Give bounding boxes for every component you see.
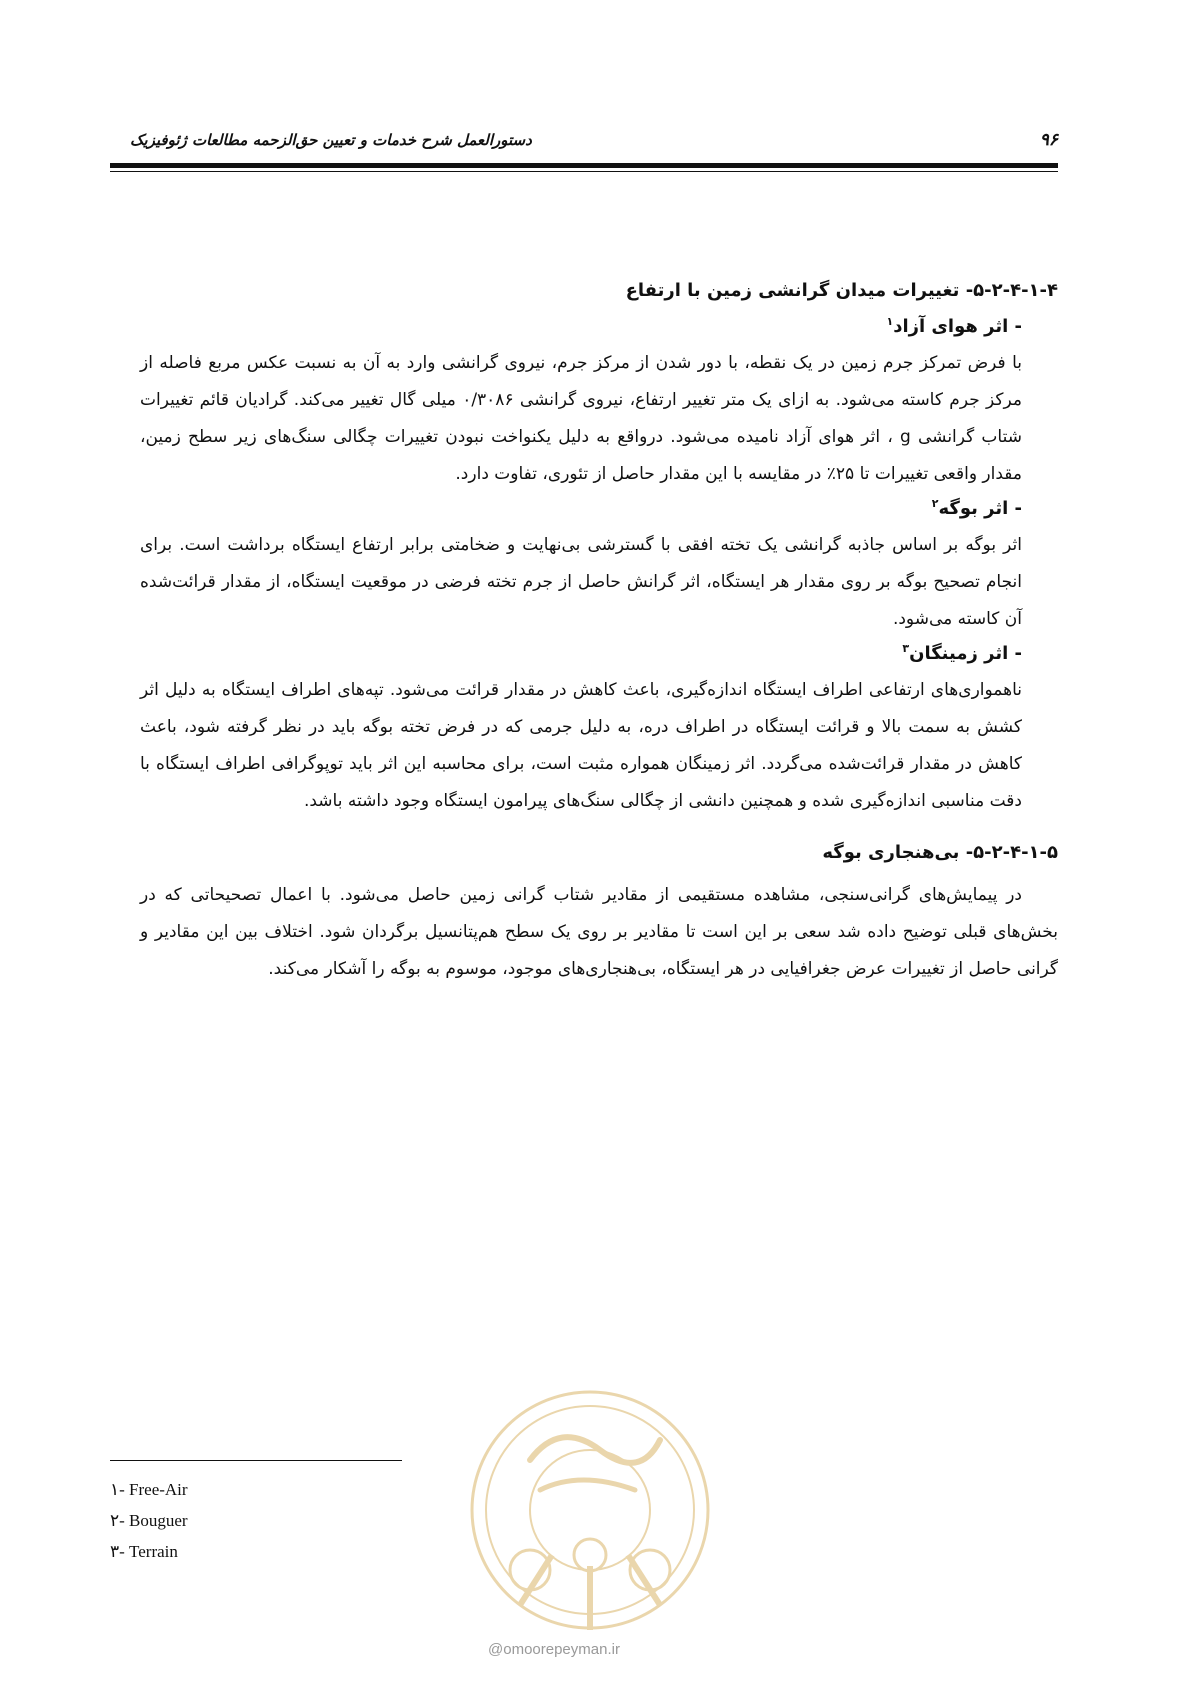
footnote-ref-1[interactable]: ۱	[886, 315, 894, 328]
paragraph-free-air: با فرض تمرکز جرم زمین در یک نقطه، با دور شدن از مرکز جرم، نیروی گرانشی وارد به آن به نسبت عکس مربع فاصله از مرکز جرم کاسته می‌شود. به ازای یک متر تغییر ارتفاع، نیروی گرانشی ۰/۳۰۸۶ میلی گال تغییر می‌کند. گرادیان قائم تغییرات شتاب گرانشی g ، اثر هوای آزاد نامیده می‌شود. درواقع به دلیل یکنواخت نبودن تغییرات چگالی سنگ‌های زیر سطح زمین، مقدار واقعی تغییرات تا ۲۵٪ در مقایسه با این مقدار حاصل از تئوری، تفاوت دارد.	[140, 353, 1022, 484]
page-content	[140, 280, 1058, 992]
watermark-logo-icon	[460, 1380, 720, 1640]
section-title-bouguer-anomaly: ۵-۲-۴-۱-۵- بی‌هنجاری بوگه	[822, 842, 1058, 863]
paragraph-bouguer: اثر بوگه بر اساس جاذبه گرانشی یک تخته افقی با گسترشی بی‌نهایت و ضخامتی برابر ارتفاع ایستگاه برداشت است. برای انجام تصحیح بوگه بر روی مقدار هر ایستگاه، اثر گرانش حاصل از جرم تخته فرضی در موقعیت ایستگاه، از مقدار قرائت‌شده آن کاسته می‌شود.	[140, 535, 1022, 629]
header-rule-thin	[110, 171, 1058, 172]
page-number: ۹۶	[1039, 130, 1058, 150]
subheading-bouguer: - اثر بوگه$^۲$	[931, 497, 1022, 519]
footnote-2: ۲- Bouguer	[110, 1511, 188, 1530]
header-rule-thick	[110, 163, 1058, 168]
footnote-ref-2[interactable]: ۲	[931, 497, 939, 510]
footnote-rule	[110, 1460, 402, 1461]
footnotes	[110, 1474, 188, 1567]
paragraph-bouguer-anomaly: در پیمایش‌های گرانی‌سنجی، مشاهده مستقیمی از مقادیر شتاب گرانی زمین حاصل می‌شود. با اعمال تصحیحاتی که در بخش‌های قبلی توضیح داده شد سعی بر این است تا مقادیر بر روی یک سطح هم‌پتانسیل برگردان شود. اختلاف بین این مقادیر و گرانی حاصل از تغییرات عرض جغرافیایی در هر ایستگاه، بی‌هنجاری‌های موجود، موسوم به بوگه را آشکار می‌کند.	[140, 885, 1058, 979]
running-title: دستورالعمل شرح خدمات و تعیین حق‌الزحمه مطالعات ژئوفیزیک	[130, 131, 532, 149]
subheading-terrain: - اثر زمینگان$^۳$	[902, 642, 1022, 664]
watermark-url: @omoorepeyman.ir	[488, 1641, 620, 1658]
footnote-ref-3[interactable]: ۳	[902, 642, 910, 655]
page-header	[110, 130, 1058, 170]
paragraph-terrain: ناهمواری‌های ارتفاعی اطراف ایستگاه اندازه‌گیری، باعث کاهش در مقدار قرائت می‌شود. تپه‌های اطراف ایستگاه به دلیل اثر کشش به سمت بالا و قرائت ایستگاه در اطراف دره، به دلیل جرمی که در فرض تخته بوگه باید در نظر گرفته شود، باعث کاهش در مقدار قرائت‌شده می‌گردد. اثر زمینگان همواره مثبت است، برای محاسبه این اثر باید توپوگرافی اطراف ایستگاه با دقت مناسبی اندازه‌گیری شده و همچنین دانشی از چگالی سنگ‌های پیرامون ایستگاه وجود داشته باشد.	[140, 680, 1022, 811]
section-title-height-variation: ۵-۲-۴-۱-۴- تغییرات میدان گرانشی زمین با ارتفاع	[625, 280, 1058, 301]
footnote-1: ۱- Free-Air	[110, 1480, 188, 1499]
footnote-3: ۳- Terrain	[110, 1542, 178, 1561]
subheading-free-air: - اثر هوای آزاد$^۱$	[886, 315, 1022, 337]
